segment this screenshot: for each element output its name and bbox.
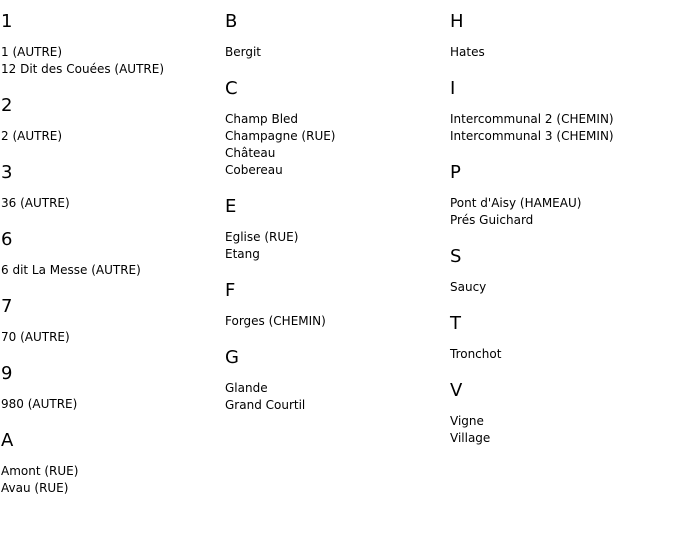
street-entry[interactable]: Hates: [450, 45, 485, 59]
letter-group-i: [450, 78, 670, 145]
letter-group-a: [1, 430, 221, 497]
letter-heading: S: [450, 246, 462, 267]
letter-group-e: [225, 196, 445, 263]
letter-heading: E: [225, 196, 237, 217]
letter-heading: C: [225, 78, 238, 99]
street-entry[interactable]: Forges (CHEMIN): [225, 314, 326, 328]
street-entry[interactable]: Champagne (RUE): [225, 129, 336, 143]
street-entry[interactable]: Champ Bled: [225, 112, 299, 126]
letter-heading: 9: [1, 363, 13, 384]
street-entry[interactable]: Prés Guichard: [450, 213, 534, 227]
letter-heading: 7: [1, 296, 13, 317]
street-entry[interactable]: 70 (AUTRE): [1, 330, 70, 344]
street-entry[interactable]: 2 (AUTRE): [1, 129, 63, 143]
street-entry[interactable]: 36 (AUTRE): [1, 196, 70, 210]
letter-group-b: [225, 11, 445, 61]
street-entry[interactable]: Bergit: [225, 45, 261, 59]
street-entry[interactable]: Vigne: [450, 414, 484, 428]
letter-heading: P: [450, 162, 461, 183]
street-entry[interactable]: 12 Dit des Couées (AUTRE): [1, 62, 165, 76]
letter-heading: 3: [1, 162, 13, 183]
street-entry[interactable]: Château: [225, 146, 276, 160]
letter-group-v: [450, 380, 670, 447]
letter-heading: 1: [1, 11, 13, 32]
letter-group-g: [225, 347, 445, 414]
letter-group-7: [1, 296, 221, 346]
letter-group-1: [1, 11, 221, 78]
letter-heading: A: [1, 430, 14, 451]
letter-heading: B: [225, 11, 238, 32]
street-entry[interactable]: Intercommunal 3 (CHEMIN): [450, 129, 614, 143]
street-entry[interactable]: Amont (RUE): [1, 464, 79, 478]
letter-heading: G: [225, 347, 239, 368]
street-entry[interactable]: 980 (AUTRE): [1, 397, 78, 411]
street-entry[interactable]: Pont d'Aisy (HAMEAU): [450, 196, 582, 210]
street-entry[interactable]: Avau (RUE): [1, 481, 69, 495]
letter-group-p: [450, 162, 670, 229]
street-entry[interactable]: Eglise (RUE): [225, 230, 299, 244]
letter-group-s: [450, 246, 670, 296]
street-entry[interactable]: Grand Courtil: [225, 398, 306, 412]
letter-heading: T: [450, 313, 461, 334]
street-entry[interactable]: Etang: [225, 247, 260, 261]
street-entry[interactable]: Saucy: [450, 280, 487, 294]
street-index-column-1: [1, 11, 221, 514]
letter-group-3: [1, 162, 221, 212]
street-entry[interactable]: Cobereau: [225, 163, 283, 177]
letter-group-6: [1, 229, 221, 279]
street-entry[interactable]: Tronchot: [450, 347, 502, 361]
street-index-column-3: [450, 11, 670, 464]
letter-group-h: [450, 11, 670, 61]
street-entry[interactable]: Glande: [225, 381, 268, 395]
letter-group-t: [450, 313, 670, 363]
letter-heading: 6: [1, 229, 13, 250]
letter-heading: F: [225, 280, 236, 301]
letter-group-c: [225, 78, 445, 179]
letter-heading: H: [450, 11, 464, 32]
letter-heading: V: [450, 380, 463, 401]
letter-heading: 2: [1, 95, 13, 116]
letter-group-f: [225, 280, 445, 330]
street-entry[interactable]: Village: [450, 431, 491, 445]
street-entry[interactable]: 6 dit La Messe (AUTRE): [1, 263, 141, 277]
letter-group-2: [1, 95, 221, 145]
street-entry[interactable]: 1 (AUTRE): [1, 45, 63, 59]
street-entry[interactable]: Intercommunal 2 (CHEMIN): [450, 112, 614, 126]
street-index-column-2: [225, 11, 445, 431]
letter-group-9: [1, 363, 221, 413]
letter-heading: I: [450, 78, 456, 99]
